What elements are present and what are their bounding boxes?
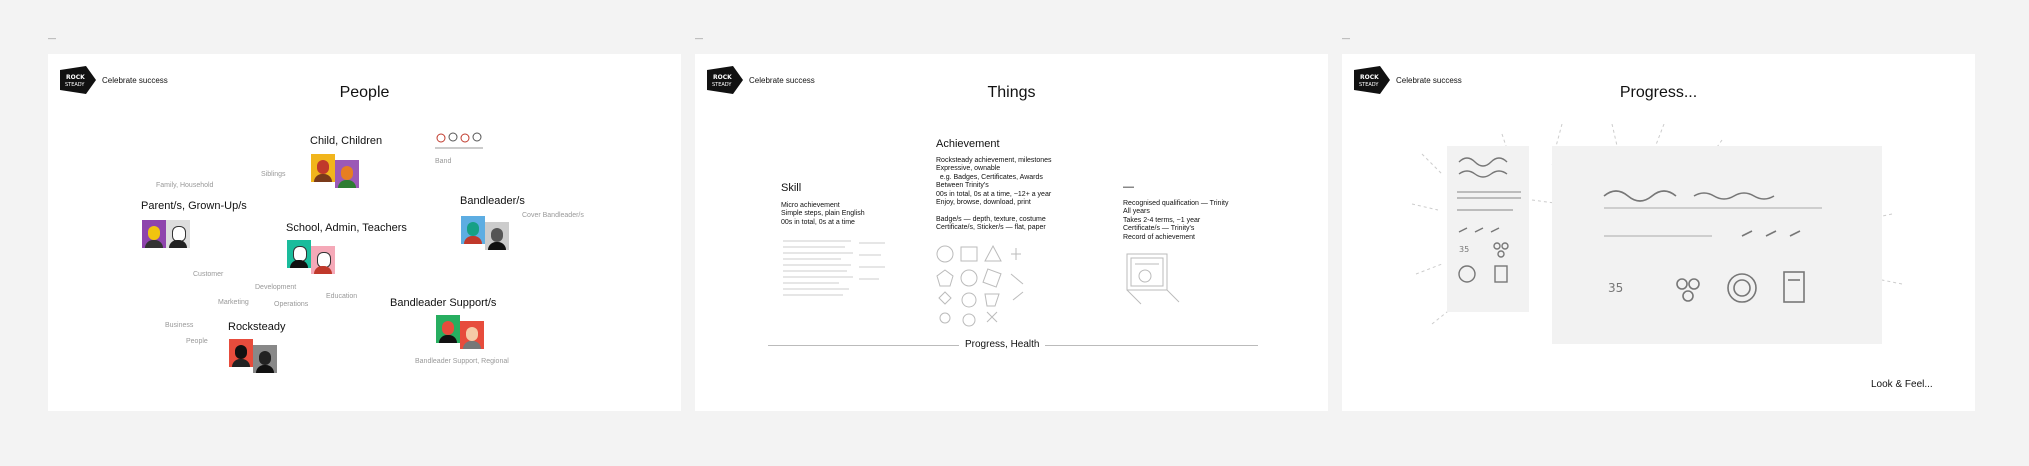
avatar	[485, 222, 509, 250]
heading-skill: Skill	[781, 182, 802, 194]
frame-people[interactable]	[48, 54, 681, 411]
heading-qualification: —	[1123, 181, 1134, 193]
page-title: Progress...	[1619, 84, 1698, 101]
frame-label-people: —	[48, 34, 56, 43]
page-title: People	[339, 84, 390, 101]
skill-text	[781, 202, 865, 227]
skill-line: Micro achievement	[781, 202, 840, 209]
photos-support	[436, 315, 484, 349]
certificate-sketch-icon	[1123, 250, 1183, 306]
brand-tagline: Celebrate success	[1396, 75, 1462, 85]
badges-sketch-icon	[935, 244, 1035, 328]
svg-text:ROCK: ROCK	[66, 74, 85, 81]
frame-label-progress: —	[1342, 34, 1350, 43]
achievement-line: Between Trinity's	[936, 182, 989, 190]
progress-card-small-sketch-icon	[1447, 146, 1529, 312]
frame-label-things: —	[695, 34, 703, 43]
skill-line: 00s in total, 0s at a time	[781, 218, 855, 226]
photos-bandleaders	[461, 216, 509, 250]
label-marketing: Marketing	[218, 299, 249, 306]
label-people: People	[186, 338, 208, 345]
avatar	[460, 321, 484, 349]
achievement-text	[936, 157, 1052, 233]
photos-school	[287, 240, 335, 274]
stat-left: 35	[1459, 245, 1470, 254]
avatar	[335, 160, 359, 188]
page-title: Things	[987, 84, 1036, 101]
qualification-line: All years	[1123, 208, 1150, 216]
achievement-line: Badge/s — depth, texture, costume	[936, 215, 1046, 223]
achievement-line	[936, 207, 1052, 215]
heading-child: Child, Children	[310, 135, 383, 147]
avatar	[229, 339, 253, 367]
avatar	[311, 154, 335, 182]
qualification-line: Recognised qualification — Trinity	[1123, 200, 1229, 207]
avatar	[461, 216, 485, 244]
label-customer: Customer	[193, 271, 224, 278]
avatar	[436, 315, 460, 343]
achievement-line: Rocksteady achievement, milestones	[936, 157, 1052, 164]
qualification-line: Takes 2-4 terms, ~1 year	[1123, 216, 1201, 224]
achievement-line: e.g. Badges, Certificates, Awards	[936, 173, 1043, 181]
heading-bandleaders: Bandleader/s	[460, 195, 525, 207]
skill-list-sketch-icon	[781, 237, 891, 301]
photos-parents	[142, 220, 190, 248]
skill-line: Simple steps, plain English	[781, 210, 865, 218]
svg-text:STEADY: STEADY	[712, 82, 732, 88]
heading-support: Bandleader Support/s	[390, 297, 497, 309]
achievement-line: Expressive, ownable	[936, 165, 1001, 173]
achievement-line: Enjoy, browse, download, print	[936, 199, 1031, 207]
photos-rocksteady	[229, 339, 277, 373]
look-and-feel-link[interactable]: Look & Feel...	[1871, 379, 1933, 390]
qualification-text	[1123, 200, 1228, 242]
svg-text:ROCK: ROCK	[713, 74, 732, 81]
label-business: Business	[165, 322, 194, 329]
avatar	[166, 220, 190, 248]
label-education: Education	[326, 293, 358, 300]
frame-progress[interactable]	[1342, 54, 1975, 411]
heading-rocksteady: Rocksteady	[228, 321, 286, 333]
brand-tagline: Celebrate success	[749, 75, 815, 85]
stat-right: 35	[1608, 281, 1624, 295]
avatar	[253, 345, 277, 373]
label-band: Band	[435, 158, 452, 165]
svg-text:ROCK: ROCK	[1360, 74, 1379, 81]
label-development: Development	[255, 284, 297, 291]
avatar	[311, 246, 335, 274]
avatar	[287, 240, 311, 268]
frame-things[interactable]	[695, 54, 1328, 411]
qualification-line: Record of achievement	[1123, 233, 1195, 241]
band-illustration-icon	[433, 128, 485, 152]
label-support-regional: Bandleader Support, Regional	[415, 358, 509, 365]
progress-health-label: Progress, Health	[959, 339, 1045, 350]
progress-card-large-sketch-icon	[1552, 146, 1882, 344]
avatar	[142, 220, 166, 248]
label-siblings: Siblings	[261, 171, 286, 178]
svg-text:STEADY: STEADY	[1359, 82, 1379, 88]
label-cover-bandleaders: Cover Bandleader/s	[522, 212, 584, 219]
svg-text:STEADY: STEADY	[65, 82, 85, 88]
brand-tagline: Celebrate success	[102, 75, 168, 85]
heading-school: School, Admin, Teachers	[286, 222, 407, 234]
label-family: Family, Household	[156, 182, 214, 189]
achievement-line: 00s in total, 0s at a time, ~12+ a year	[936, 190, 1052, 198]
achievement-line: Certificate/s, Sticker/s — flat, paper	[936, 224, 1046, 232]
qualification-line: Certificate/s — Trinity's	[1123, 225, 1195, 233]
heading-parents: Parent/s, Grown-Up/s	[141, 200, 247, 212]
heading-achievement: Achievement	[936, 138, 1000, 150]
label-operations: Operations	[274, 301, 309, 308]
photos-child	[311, 154, 359, 188]
